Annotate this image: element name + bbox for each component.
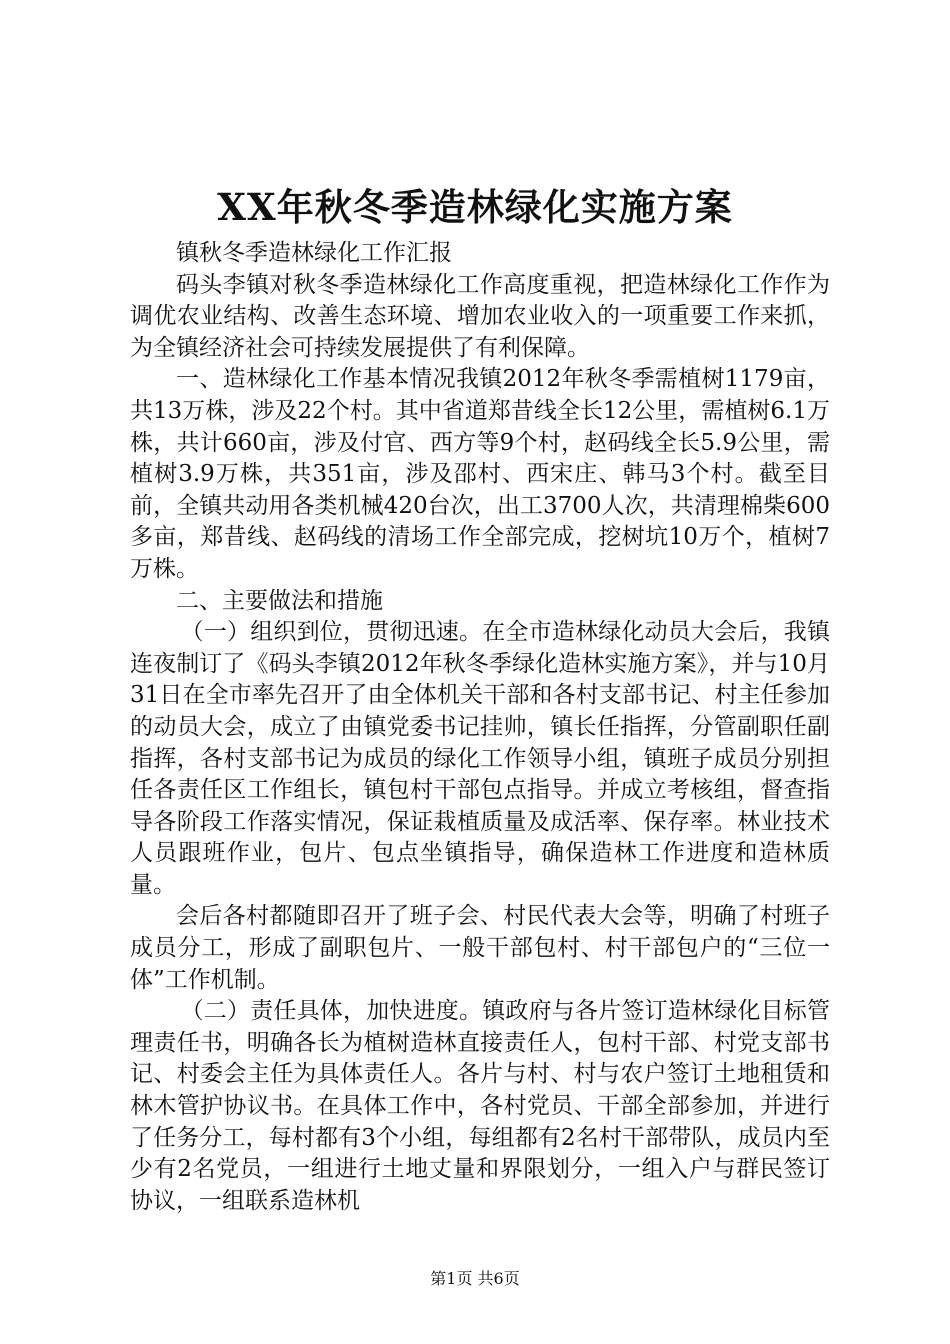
document-body [130,238,830,1217]
paragraph-section-2-heading: 二、主要做法和措施 [176,587,383,614]
paragraph-intro: 码头李镇对秋冬季造林绿化工作高度重视，把造林绿化工作作为调优农业结构、改善生态环境、增加农业收入的一项重要工作来抓，为全镇经济社会可持续发展提供了有利保障。 [130,271,830,361]
paragraph-section-1: 一、造林绿化工作基本情况我镇2012年秋冬季需植树1179亩，共13万株，涉及22个村。其中省道郑昔线全长12公里，需植树6.1万株，共计660亩，涉及付官、西方等9个村，赵码线全长5.9公里，需植树3.9万株，共351亩，涉及邵村、西宋庄、韩马3个村。截至目前，全镇共动用各类机械420台次，出工3700人次，共清理棉柴600多亩，郑昔线、赵码线的清场工作全部完成，挖树坑10万个，植树7万株。 [130,366,830,582]
paragraph-measure-1-followup: 会后各村都随即召开了班子会、村民代表大会等，明确了村班子成员分工，形成了副职包片、一般干部包村、村干部包户的“三位一体”工作机制。 [130,903,830,993]
paragraph-measure-2: （二）责任具体，加快进度。镇政府与各片签订造林绿化目标管理责任书，明确各长为植树造林直接责任人，包村干部、村党支部书记、村委会主任为具体责任人。各片与村、村与农户签订土地租赁和林木管护协议书。在具体工作中，各村党员、干部全部参加，并进行了任务分工，每村都有3个小组，每组都有2名村干部带队，成员内至少有2名党员，一组进行土地丈量和界限划分，一组入户与群民签订协议，一组联系造林机 [130,998,830,1214]
page-number-footer: 第1页 共6页 [430,1269,520,1288]
document-title: XX年秋冬季造林绿化实施方案 [217,185,733,229]
paragraph-subtitle: 镇秋冬季造林绿化工作汇报 [176,240,452,266]
paragraph-measure-1: （一）组织到位，贯彻迅速。在全市造林绿化动员大会后，我镇连夜制订了《码头李镇2012年秋冬季绿化造林实施方案》，并与10月31日在全市率先召开了由全体机关干部和各村支部书记、村主任参加的动员大会，成立了由镇党委书记挂帅，镇长任指挥，分管副职任副指挥，各村支部书记为成员的绿化工作领导小组，镇班子成员分别担任各责任区工作组长，镇包村干部包点指导。并成立考核组，督查指导各阶段工作落实情况，保证栽植质量及成活率、保存率。林业技术人员跟班作业，包片、包点坐镇指导，确保造林工作进度和造林质量。 [130,619,830,898]
